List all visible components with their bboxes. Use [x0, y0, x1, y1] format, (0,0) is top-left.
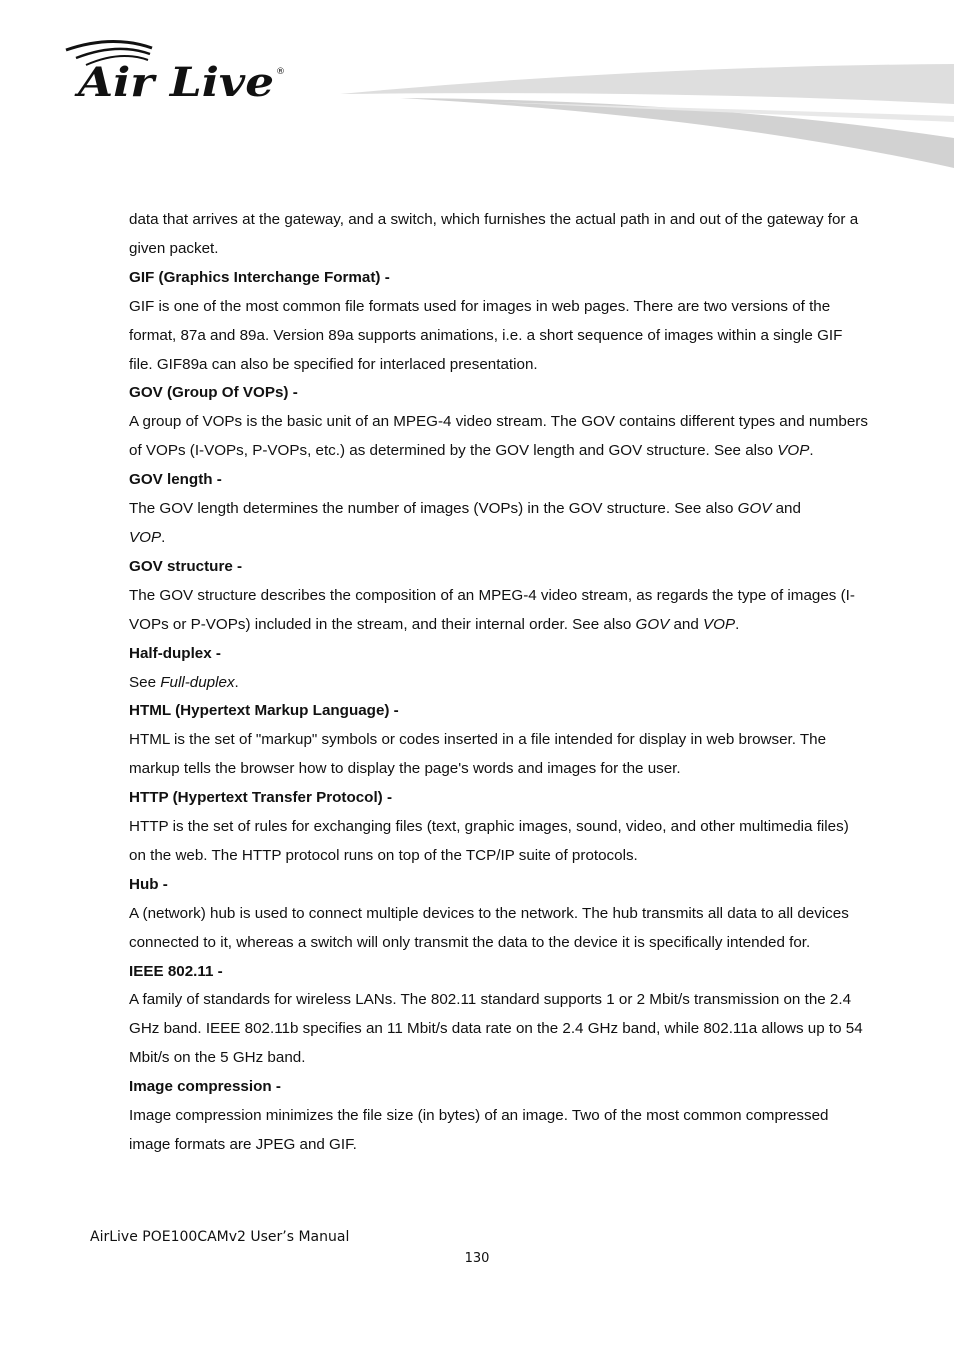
definition-hub: A (network) hub is used to connect multiple devices to the network. The hub transmits all data to all devices connected to it, whereas a switch will only transmit the data to the device it is specifically intended for.: [129, 904, 849, 951]
logo-wordmark: Air Live: [73, 59, 274, 104]
term-ieee-802-11: IEEE 802.11 -: [129, 962, 223, 980]
definition-gif: GIF is one of the most common file formats used for images in web pages. There are two versions of the format, 87a and 89a. Version 89a supports animations, i.e. a short sequence of images within a single GIF file. GIF89a can also be specified for interlaced presentation.: [129, 297, 843, 373]
registered-mark: ®: [276, 67, 285, 77]
definition-http: HTTP is the set of rules for exchanging files (text, graphic images, sound, video, and other multimedia files) on the web. The HTTP protocol runs on top of the TCP/IP suite of protocols.: [129, 818, 849, 864]
page-number: 130: [464, 1251, 490, 1266]
definition-text: See: [129, 673, 161, 691]
definition-text: and: [669, 615, 704, 633]
definition-gov-length: [129, 495, 869, 553]
definition-text: The GOV structure describes the composition of an MPEG-4 video stream, as regards the type of images (I-VOPs or P-VOPs) included in the stream, and their internal order. See also: [129, 586, 855, 633]
header-swoosh-decoration: [340, 60, 954, 172]
definition-text: .: [161, 528, 166, 546]
definition-text: and: [771, 500, 801, 518]
cross-reference: VOP: [777, 442, 810, 460]
term-hub: Hub -: [129, 875, 168, 893]
cross-reference: GOV: [737, 500, 772, 518]
term-gov-structure: GOV structure -: [129, 557, 243, 575]
term-gov-length: GOV length -: [129, 471, 222, 489]
term-gif: GIF (Graphics Interchange Format) -: [129, 268, 390, 286]
cross-reference: Full-duplex: [160, 673, 235, 691]
definition-ieee-802-11: A family of standards for wireless LANs. The 802.11 standard supports 1 or 2 Mbit/s transmission on the 2.4 GHz band. IEEE 802.11b specifies an 11 Mbit/s data rate on the 2.4 GHz band, while 802.11a allows up to 54 Mbit/s on the 5 GHz band.: [129, 991, 863, 1067]
term-http: HTTP (Hypertext Transfer Protocol) -: [129, 789, 393, 807]
definition-gov: [129, 408, 869, 466]
airlive-logo: [62, 38, 292, 104]
term-html: HTML (Hypertext Markup Language) -: [129, 702, 399, 720]
footer-manual-title: AirLive POE100CAMv2 User’s Manual: [90, 1229, 350, 1245]
definition-html: HTML is the set of "markup" symbols or codes inserted in a file intended for display in web browser. The markup tells the browser how to display the page's words and images for the user.: [129, 731, 827, 778]
definition-gov-structure: [129, 582, 869, 640]
definition-text: .: [735, 615, 740, 633]
cross-reference: VOP: [129, 528, 162, 546]
cross-reference: GOV: [635, 615, 670, 633]
term-half-duplex: Half-duplex -: [129, 644, 221, 662]
definition-text: A group of VOPs is the basic unit of an MPEG-4 video stream. The GOV contains different types and numbers of VOPs (I-VOPs, P-VOPs, etc.) as determined by the GOV length and GOV structure. See also: [129, 413, 868, 460]
term-image-compression: Image compression -: [129, 1078, 281, 1096]
definition-half-duplex: [129, 669, 869, 698]
intro-paragraph: data that arrives at the gateway, and a switch, which furnishes the actual path in and out of the gateway for a given packet.: [129, 211, 859, 257]
term-gov: GOV (Group Of VOPs) -: [129, 384, 298, 402]
definition-text: .: [809, 442, 814, 460]
definition-text: .: [234, 673, 239, 691]
definition-text: The GOV length determines the number of images (VOPs) in the GOV structure. See also: [129, 500, 738, 518]
cross-reference: VOP: [703, 615, 736, 633]
glossary-content: [129, 206, 869, 1160]
definition-image-compression: Image compression minimizes the file size (in bytes) of an image. Two of the most common compressed image formats are JPEG and GIF.: [129, 1107, 829, 1153]
